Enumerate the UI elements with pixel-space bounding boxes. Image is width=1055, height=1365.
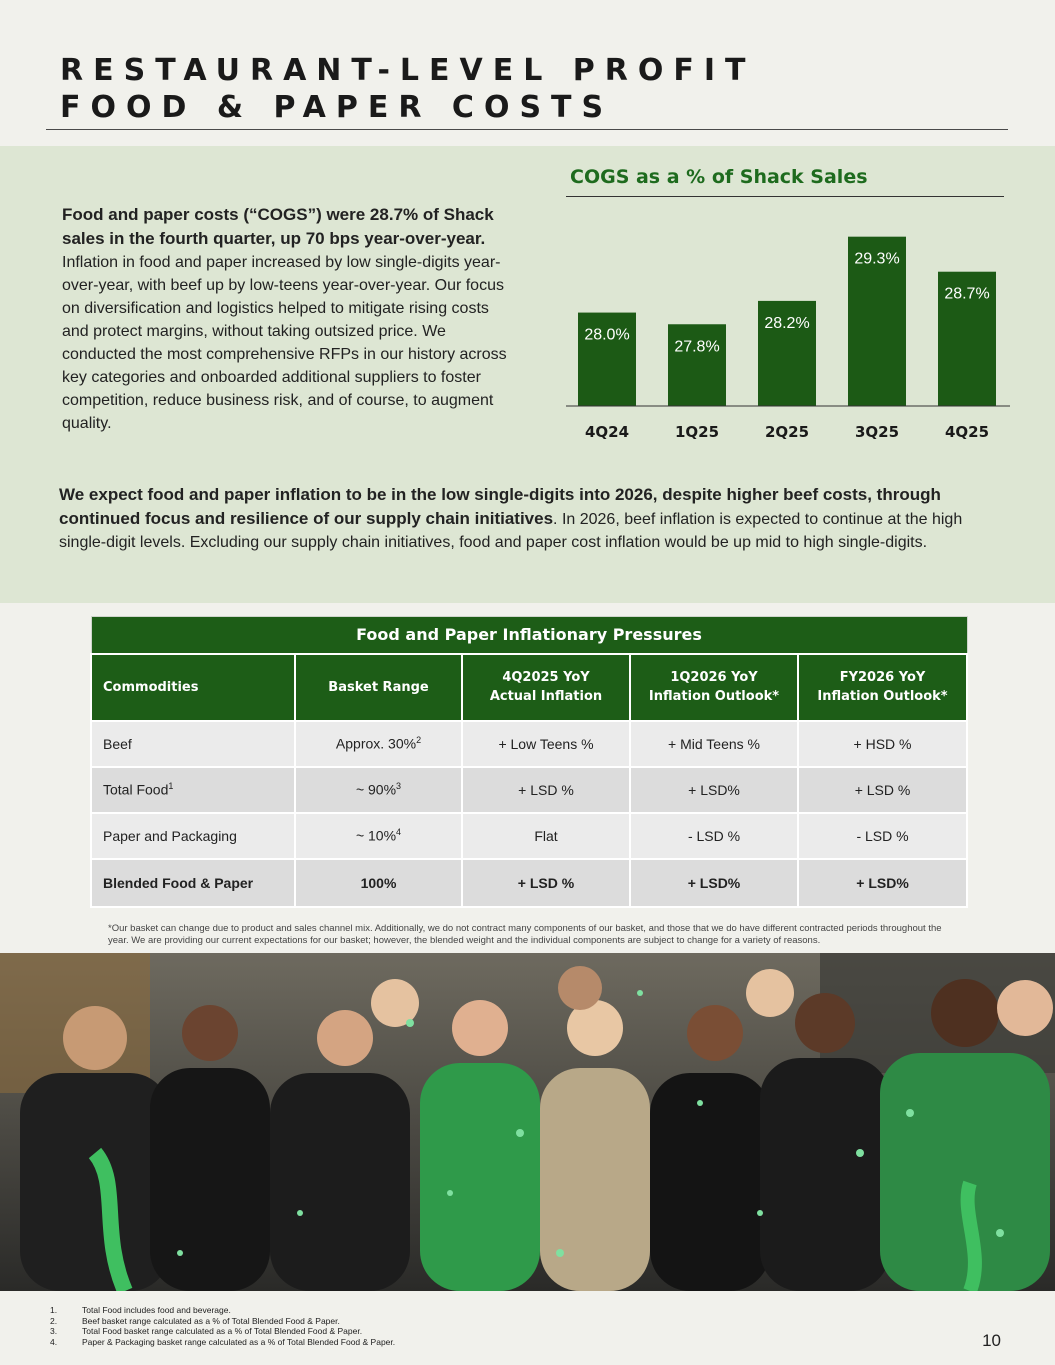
basket-text: Approx. 30% — [335, 735, 417, 752]
chart-title-divider — [566, 196, 1004, 197]
intro-body-text: Inflation in food and paper increased by low single-digits year-over-year, with beef up by low-teens year-over-year. Our focus on diversification and logistics helped to mitigate rising costs and protect margins, without taking outsized price. We conducted the most comprehensive RFPs in our history across key categories and onboarded additional suppliers to foster competition, reduce business risk, and of course, to augment quality. — [62, 254, 507, 432]
inflation-table-wrapper — [90, 616, 966, 908]
commodity-text: Beef — [103, 735, 132, 752]
cell-fy-outlook: + LSD% — [798, 859, 967, 907]
category-label-3Q25: 3Q25 — [854, 423, 900, 441]
basket-text: ~ 10% — [355, 827, 397, 844]
footnote-text: Beef basket range calculated as a % of Total Blended Food & Paper. — [82, 1315, 340, 1326]
category-label-2Q25: 2Q25 — [764, 423, 810, 441]
value-label-2Q25: 28.2% — [764, 314, 810, 332]
cell-commodity — [91, 721, 295, 767]
outlook-body-text: . In 2026, beef inflation is expected to continue at the high single-digit levels. Excluding our supply chain initiatives, food and paper cost inflation would be up mid to high single-digits. — [59, 511, 963, 551]
page-title-line1: RESTAURANT-LEVEL PROFIT — [60, 53, 756, 88]
footnote-item — [50, 1326, 395, 1337]
cell-commodity — [91, 813, 295, 859]
header-basket-range: Basket Range — [295, 654, 462, 721]
inflation-table — [90, 616, 968, 908]
footnote-number: 2. — [50, 1315, 58, 1326]
cell-basket — [295, 813, 462, 859]
team-celebration-photo — [0, 953, 1055, 1291]
page-title — [60, 52, 756, 126]
header-4q2025-line2: Actual Inflation — [489, 689, 603, 704]
cell-basket: 100% — [295, 859, 462, 907]
title-divider — [46, 129, 1008, 130]
basket-text: ~ 90% — [355, 781, 397, 798]
outlook-paragraph — [59, 483, 994, 554]
basket-footnote-ref: 2 — [416, 735, 422, 746]
outlook-bold-text: We expect food and paper inflation to be in the low single-digits into 2026, despite higher beef costs, through continued focus and resilience of our supply chain initiatives — [59, 485, 941, 528]
table-row — [91, 767, 967, 813]
cell-basket — [295, 767, 462, 813]
footnote-item — [50, 1337, 395, 1348]
page-title-line2: FOOD & PAPER COSTS — [60, 90, 614, 125]
commodity-footnote-ref: 1 — [168, 781, 174, 792]
cell-actual: + LSD % — [462, 859, 630, 907]
table-title-row — [91, 617, 967, 654]
header-1q2026-line1: 1Q2026 YoY — [670, 670, 758, 685]
bar-1Q25 — [668, 324, 726, 406]
table-header-row — [91, 654, 967, 721]
cell-fy-outlook: + LSD % — [798, 767, 967, 813]
intro-bold-text: Food and paper costs (“COGS”) were 28.7% of Shack sales in the fourth quarter, up 70 bps year-over-year. — [62, 205, 494, 248]
photo-illustration — [0, 953, 1055, 1291]
commodity-text: Paper and Packaging — [103, 827, 237, 844]
page-number: 10 — [982, 1331, 1001, 1350]
commodity-text: Total Food — [103, 781, 169, 798]
footnote-item — [50, 1316, 395, 1327]
value-label-1Q25: 27.8% — [674, 338, 720, 356]
cell-commodity — [91, 767, 295, 813]
header-1q2026 — [630, 654, 798, 721]
header-1q2026-line2: Inflation Outlook* — [648, 689, 780, 704]
category-label-4Q25: 4Q25 — [944, 423, 990, 441]
intro-paragraph — [62, 203, 517, 435]
footnote-number: 1. — [50, 1305, 58, 1315]
cell-fy-outlook: + HSD % — [798, 721, 967, 767]
footnote-item — [50, 1305, 395, 1316]
cell-actual: + Low Teens % — [462, 721, 630, 767]
value-label-4Q24: 28.0% — [584, 326, 630, 344]
cell-q1-outlook: + Mid Teens % — [630, 721, 798, 767]
footnote-number: 3. — [50, 1326, 58, 1336]
cogs-chart-svg — [566, 205, 1010, 450]
cell-basket — [295, 721, 462, 767]
header-4q2025-line1: 4Q2025 YoY — [502, 670, 590, 685]
header-fy2026 — [798, 654, 967, 721]
footnote-text: Paper & Packaging basket range calculated as a % of Total Blended Food & Paper. — [82, 1336, 396, 1347]
header-fy2026-line1: FY2026 YoY — [839, 670, 926, 685]
table-row — [91, 813, 967, 859]
value-label-3Q25: 29.3% — [854, 250, 900, 268]
table-row — [91, 721, 967, 767]
basket-footnote-ref: 3 — [396, 781, 402, 792]
header-commodities: Commodities — [91, 654, 295, 721]
footnote-number: 4. — [50, 1336, 58, 1347]
table-title: Food and Paper Inflationary Pressures — [91, 617, 967, 654]
header-4q2025 — [462, 654, 630, 721]
cogs-bar-chart — [566, 205, 1010, 450]
cell-actual: Flat — [462, 813, 630, 859]
cell-q1-outlook: + LSD% — [630, 767, 798, 813]
cell-actual: + LSD % — [462, 767, 630, 813]
cell-q1-outlook: + LSD% — [630, 859, 798, 907]
table-row-total — [91, 859, 967, 907]
footnote-text: Total Food basket range calculated as a % of Total Blended Food & Paper. — [82, 1326, 363, 1336]
basket-footnote-ref: 4 — [396, 827, 402, 838]
value-label-4Q25: 28.7% — [944, 285, 990, 303]
footnotes — [50, 1305, 395, 1347]
category-label-4Q24: 4Q24 — [584, 423, 630, 441]
cell-commodity: Blended Food & Paper — [91, 859, 295, 907]
chart-title: COGS as a % of Shack Sales — [570, 166, 868, 188]
cell-q1-outlook: - LSD % — [630, 813, 798, 859]
footnote-text: Total Food includes food and beverage. — [82, 1305, 231, 1315]
table-disclaimer: *Our basket can change due to product and sales channel mix. Additionally, we do not contract many components of our basket, and those that we do have different contracted periods throughout the year. We are providing our current expectations for our basket; however, the blended weight and the individual components are subject to change for a variety of reasons. — [108, 923, 942, 946]
category-label-1Q25: 1Q25 — [674, 423, 720, 441]
header-fy2026-line2: Inflation Outlook* — [817, 689, 948, 704]
cell-fy-outlook: - LSD % — [798, 813, 967, 859]
